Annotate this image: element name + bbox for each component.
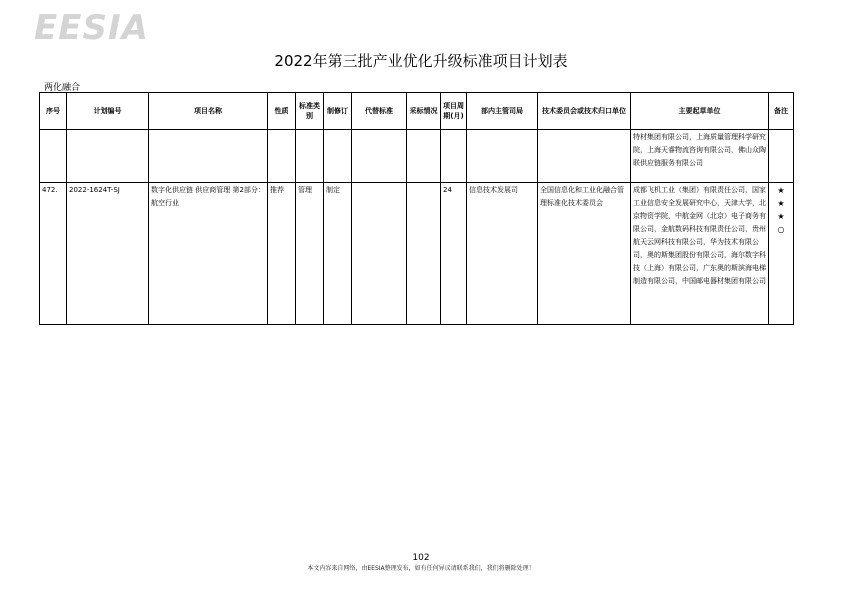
cell-category — [296, 130, 324, 183]
header-cell: 性质 — [268, 93, 296, 130]
header-cell: 序号 — [40, 93, 67, 130]
cell-committee — [538, 130, 631, 183]
cell-name — [149, 130, 268, 183]
cell-dept — [467, 130, 538, 183]
section-label: 两化融合 — [44, 83, 81, 93]
cell-adopt — [407, 130, 441, 183]
header-cell: 技术委员会或技术归口单位 — [538, 93, 631, 130]
cell-dept: 信息技术发展司 — [467, 183, 538, 325]
table-row — [40, 183, 794, 325]
header-cell: 采标情况 — [407, 93, 441, 130]
eesia-logo: EESIA — [34, 8, 149, 48]
header-cell: 项目名称 — [149, 93, 268, 130]
cell-revise — [324, 130, 352, 183]
cell-period: 24 — [441, 183, 467, 325]
header-cell: 项目周期(月) — [441, 93, 467, 130]
header-cell: 制修订 — [324, 93, 352, 130]
header-cell: 主要起草单位 — [631, 93, 769, 130]
header-cell: 备注 — [769, 93, 794, 130]
cell-notes: ★ ★ ★ ○ — [769, 183, 794, 325]
header-cell: 标准类别 — [296, 93, 324, 130]
cell-drafters: 成都飞机工业（集团）有限责任公司，国家工业信息安全发展研究中心，天津大学，北京物资学院，中航金网（北京）电子商务有限公司，金航数码科技有限责任公司，贵州航天云网科技有限公司，华为技术有限公司，奥的斯集团股份有限公司，海尔数字科技（上海）有限公司，广东奥的斯滨海电梯制造有限公司，中国邮电器材集团有限公司 — [631, 183, 769, 325]
cell-replace — [352, 183, 407, 325]
cell-replace — [352, 130, 407, 183]
cell-adopt — [407, 183, 441, 325]
cell-notes — [769, 130, 794, 183]
cell-name: 数字化供应链 供应商管理 第2部分：航空行业 — [149, 183, 268, 325]
cell-revise: 制定 — [324, 183, 352, 325]
standards-table — [39, 92, 794, 325]
cell-committee: 全国信息化和工业化融合管理标准化技术委员会 — [538, 183, 631, 325]
footer-disclaimer: 本文内容来自网络，由EESIA整理发布，如有任何异议请联系我们，我们将删除处理！ — [307, 565, 535, 572]
cell-category: 管理 — [296, 183, 324, 325]
table-header-row — [40, 93, 794, 130]
cell-plan-no: 2022-1624T-SJ — [67, 183, 149, 325]
header-cell: 部内主管司局 — [467, 93, 538, 130]
header-cell: 计划编号 — [67, 93, 149, 130]
page-title: 2022年第三批产业优化升级标准项目计划表 — [274, 52, 568, 70]
cell-plan-no — [67, 130, 149, 183]
header-cell: 代替标准 — [352, 93, 407, 130]
cell-nature: 推荐 — [268, 183, 296, 325]
table-row — [40, 130, 794, 183]
cell-period — [441, 130, 467, 183]
cell-no — [40, 130, 67, 183]
cell-drafters: 特材集团有限公司，上海质量管理科学研究院，上海天睿物流咨询有限公司，佛山众陶联供应链服务有限公司 — [631, 130, 769, 183]
page-number: 102 — [412, 553, 430, 563]
cell-nature — [268, 130, 296, 183]
cell-no: 472. — [40, 183, 67, 325]
